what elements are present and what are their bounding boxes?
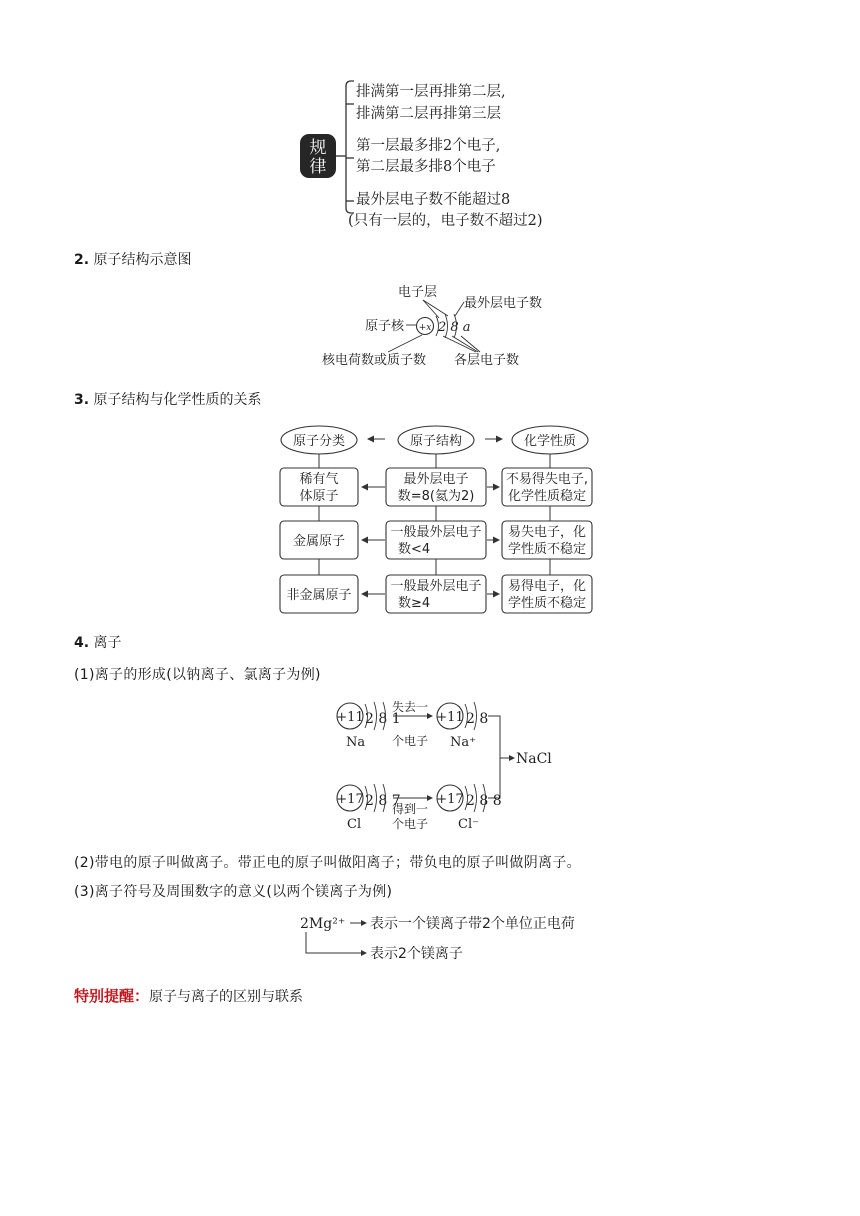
noble-property-line-1: 不易得失电子, xyxy=(505,472,589,487)
noble-structure-line-1: 最外层电子 xyxy=(403,472,469,487)
shell-numbers: 2 8 a xyxy=(438,320,471,335)
cl-label: Cl xyxy=(347,817,362,832)
rule-line-2: 排满第二层再排第三层 xyxy=(356,106,501,122)
gain-top: 得到一 xyxy=(392,802,429,816)
metal-label: 金属原子 xyxy=(292,534,346,549)
cl-ion-shells: 2 8 8 xyxy=(466,793,502,809)
header-chemical-property: 化学性质 xyxy=(523,434,577,449)
rule-line-6: (只有一层的，电子数不超过2) xyxy=(348,213,543,229)
structure-property-flowchart xyxy=(278,424,594,618)
mg-ion-diagram xyxy=(298,910,588,964)
metal-structure-line-2: 数<4 xyxy=(398,542,431,557)
rule-line-3: 第一层最多排2个电子, xyxy=(356,138,501,154)
ion-formation-diagram xyxy=(330,696,560,832)
na-shells: 2 8 1 xyxy=(365,711,401,727)
reminder-label: 特别提醒： xyxy=(74,987,150,1005)
label-electron-shell: 电子层 xyxy=(398,285,438,300)
nonmetal-structure-line-2: 数≥4 xyxy=(398,596,431,611)
nonmetal-property-line-1: 易得电子，化 xyxy=(507,579,587,594)
rules-badge-char-2: 律 xyxy=(309,157,327,177)
metal-structure-line-1: 一般最外层电子 xyxy=(390,525,482,540)
nonmetal-structure-line-1: 一般最外层电子 xyxy=(390,579,482,594)
nonmetal-label: 非金属原子 xyxy=(286,588,352,603)
label-shell-electrons: 各层电子数 xyxy=(454,353,520,368)
section-4-sub1: (1)离子的形成(以钠离子、氯离子为例) xyxy=(74,667,321,683)
section-3-number: 3. xyxy=(74,392,90,408)
section-4-title: 离子 xyxy=(93,635,122,651)
label-nucleus: 原子核 xyxy=(365,319,405,334)
section-2-number: 2. xyxy=(74,252,90,268)
cl-shells: 2 8 7 xyxy=(365,793,401,809)
section-2-title: 原子结构示意图 xyxy=(93,252,192,268)
section-4-sub2: (2)带电的原子叫做离子。带正电的原子叫做阳离子；带负电的原子叫做阴离子。 xyxy=(74,855,581,871)
special-reminder xyxy=(74,985,303,1006)
na-ion-nucleus: +11 xyxy=(436,710,464,725)
section-3-title: 原子结构与化学性质的关系 xyxy=(93,392,262,408)
na-ion-shells: 2 8 xyxy=(466,711,489,727)
lose-bottom: 个电子 xyxy=(392,734,429,748)
combine-bracket xyxy=(488,716,514,798)
mg-meaning-charge: 表示一个镁离子带2个单位正电荷 xyxy=(370,916,575,932)
mg-symbol: 2Mg²⁺ xyxy=(300,916,346,932)
cl-nucleus: +17 xyxy=(336,792,364,807)
noble-gas-line-1: 稀有气 xyxy=(299,472,339,487)
metal-property-line-2: 学性质不稳定 xyxy=(507,542,587,557)
section-4-heading xyxy=(74,632,122,652)
nacl-product: NaCl xyxy=(516,751,552,767)
mg-meaning-count: 表示2个镁离子 xyxy=(370,946,463,962)
section-3-heading xyxy=(74,389,262,409)
rules-brace xyxy=(336,81,354,213)
label-nuclear-charge: 核电荷数或质子数 xyxy=(322,353,427,368)
nonmetal-property-line-2: 学性质不稳定 xyxy=(507,596,587,611)
rules-badge-char-1: 规 xyxy=(309,138,327,158)
nucleus-symbol: +x xyxy=(418,323,432,333)
noble-property-line-2: 化学性质稳定 xyxy=(507,489,587,504)
metal-property-line-1: 易失电子，化 xyxy=(507,525,587,540)
reminder-text: 原子与离子的区别与联系 xyxy=(149,989,304,1005)
rules-figure xyxy=(298,78,598,234)
section-2-heading xyxy=(74,249,192,269)
noble-structure-line-2: 数=8(氦为2) xyxy=(397,489,475,504)
lose-top: 失去一 xyxy=(392,700,429,714)
noble-gas-line-2: 体原子 xyxy=(299,489,339,504)
cl-ion-nucleus: +17 xyxy=(436,792,464,807)
na-ion-label: Na⁺ xyxy=(450,735,476,750)
section-4-sub3: (3)离子符号及周围数字的意义(以两个镁离子为例) xyxy=(74,884,393,900)
rule-line-5: 最外层电子数不能超过8 xyxy=(356,192,511,208)
atom-structure-diagram xyxy=(318,280,568,372)
na-label: Na xyxy=(346,735,366,750)
na-nucleus: +11 xyxy=(336,710,364,725)
section-4-number: 4. xyxy=(74,635,90,651)
rule-line-4: 第二层最多排8个电子 xyxy=(356,159,496,175)
rule-line-1: 排满第一层再排第二层, xyxy=(356,84,506,100)
header-structure: 原子结构 xyxy=(409,434,463,449)
cl-ion-label: Cl⁻ xyxy=(458,817,479,832)
label-outer-electrons: 最外层电子数 xyxy=(464,296,543,311)
header-classification: 原子分类 xyxy=(292,434,346,449)
gain-bottom: 个电子 xyxy=(392,817,429,831)
